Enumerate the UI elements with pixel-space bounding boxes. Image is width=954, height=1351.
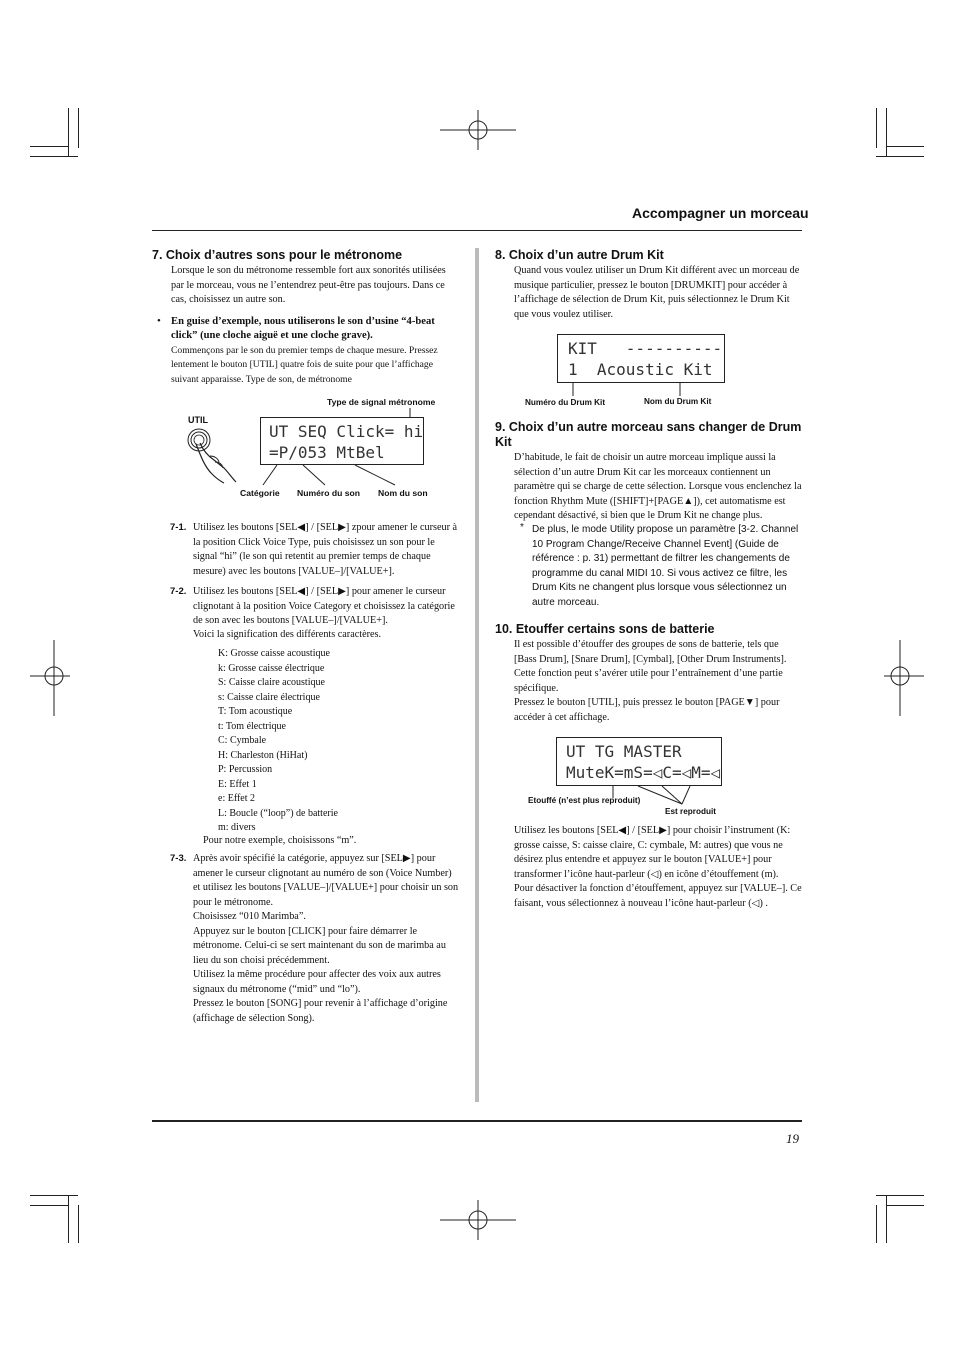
- fig3-lcd: [556, 737, 722, 786]
- category-item: s: Caisse claire électrique: [218, 691, 320, 703]
- crop-mark: [876, 1205, 877, 1243]
- crop-mark: [78, 108, 79, 148]
- section-9-text: D’habitude, le fait de choisir un autre morceau implique aussi la sélection d’un autre Drum Kit car les morceaux contiennent un paramètre qui se charge de cette sélection. Lorsque vous enclenchez la fonction Rhythm Mute ([SHIFT]+[PAGE▲]), cet automatisme est cependant désactivé, si bien que le Drum Kit ne change plus.: [514, 452, 802, 521]
- step-7-2-text: Utilisez les boutons [SEL◀] / [SEL▶] pour amener le curseur clignotant à la position Voice Category et choisissez la catégorie de son avec les boutons [VALUE–]/[VALUE+].: [193, 586, 455, 626]
- step-7-2-note: Voici la signification des différents caractères.: [193, 629, 382, 640]
- registration-mark: [884, 640, 924, 716]
- fig2-lcd-line1: KIT ----------: [568, 339, 723, 358]
- crop-mark: [30, 1195, 78, 1196]
- category-item: K: Grosse caisse acoustique: [218, 648, 330, 659]
- fig2-caption-number: Numéro du Drum Kit: [525, 398, 606, 407]
- fig3-lcd-line1: UT TG MASTER: [566, 742, 682, 761]
- fig1-caption-number: Numéro du son: [297, 488, 361, 498]
- registration-mark: [440, 110, 516, 150]
- category-item: m: divers: [218, 822, 256, 833]
- header-rule: [152, 230, 802, 231]
- fig2-caption-name: Nom du Drum Kit: [644, 397, 712, 406]
- step-7-1-number: 7-1.: [170, 522, 187, 533]
- section-10-text: Il est possible d’étouffer des groupes de sons de batterie, tels que [Bass Drum], [Snare Drum], [Cymbal], [Other Drum Instruments].: [514, 639, 787, 665]
- bullet-mark: •: [157, 314, 161, 327]
- section-10: [495, 622, 803, 725]
- category-item: S: Caisse claire acoustique: [218, 677, 325, 688]
- right-column: [495, 248, 803, 322]
- category-item: C: Cymbale: [218, 735, 267, 746]
- crop-mark: [876, 1195, 924, 1196]
- fig3-caption-muted: Etouffé (n’est plus reproduit): [528, 796, 641, 805]
- section-10-text2: Cette fonction peut s’avérer utile pour l’entraînement d’une partie spécifique.: [514, 668, 783, 694]
- step-7-3-number: 7-3.: [170, 853, 187, 864]
- fig1-caption-category: Catégorie: [240, 488, 280, 498]
- section-10-text3: Pressez le bouton [UTIL], puis pressez le bouton [PAGE▼] pour accéder à cet affichage.: [514, 697, 780, 723]
- step-7-3-other: Utilisez la même procédure pour affecter des voix aux autres signaux du métronome (“mid” und “lo”).: [193, 969, 441, 995]
- section-9-title: 9. Choix d’un autre morceau sans changer de Drum Kit: [495, 420, 802, 449]
- fig1-caption-name: Nom du son: [378, 488, 428, 498]
- section-7-title: 7. Choix d’autres sons pour le métronome: [152, 248, 403, 262]
- section-9: [495, 420, 803, 524]
- page-header-title: Accompagner un morceau: [632, 205, 809, 221]
- crop-mark: [876, 156, 924, 157]
- section-8-title: 8. Choix d’un autre Drum Kit: [495, 248, 664, 262]
- crop-mark: [30, 146, 68, 147]
- bullet-item: [152, 315, 460, 388]
- crop-mark: [68, 1195, 69, 1243]
- bullet-text: Commençons par le son du premier temps de chaque mesure. Pressez lentement le bouton [UTIL] quatre fois de suite pour que l’affichage suivant apparaisse. Type de son, de métronome: [171, 344, 438, 385]
- step-7-3-text: Après avoir spécifié la catégorie, appuyez sur [SEL▶] pour amener le curseur clignotant au numéro de son (Voice Number) et utilisez les boutons [VALUE–]/[VALUE+] pour choisir un son pour le métronome.: [193, 853, 459, 908]
- section-9-note: De plus, le mode Utility propose un paramètre [3-2. Channel 10 Program Change/Receive Channel Event] (Guide de référence : p. 31) permettant de filtrer les changements de programme du canal MIDI 10. Si vous activez ce filtre, les Drum Kits ne changent plus lorsque vous sélectionnez un autre morceau.: [532, 524, 799, 608]
- column-divider: [475, 248, 479, 1102]
- fig1-pointers: [255, 465, 425, 487]
- crop-mark: [886, 1195, 887, 1243]
- fig3-caption-played: Est reproduit: [665, 807, 716, 816]
- fig2-lcd-line2: 1 Acoustic Kit: [568, 360, 713, 379]
- registration-mark: [30, 640, 70, 716]
- category-item: L: Boucle (“loop”) de batterie: [218, 807, 338, 819]
- finger-press-icon: [186, 426, 242, 484]
- step-7-3-block: [193, 852, 459, 1026]
- category-item: T: Tom acoustique: [218, 706, 293, 717]
- bullet-bold-text: En guise d’exemple, nous utiliserons le son d’usine “4-beat click” (une cloche aiguë et une cloche grave).: [171, 315, 435, 341]
- section-8-text: Quand vous voulez utiliser un Drum Kit différent avec un morceau de musique particulier, pressez le bouton [DRUMKIT] pour accéder à l’affichage de sélection de Drum Kit, puis sélectionnez le Drum Kit que vous voulez utiliser.: [514, 265, 800, 320]
- section-7-intro: Lorsque le son du métronome ressemble fort aux sonorités utilisées par le morceau, vous ne l’entendrez peut-être pas toujours. Dans ce cas, choisissez un autre son.: [171, 265, 446, 305]
- section-10-after-text2: Pour désactiver la fonction d’étouffement, appuyez sur [VALUE–]. Ce faisant, vous sélectionnez à nouveau l’icône haut-parleur (◁) .: [514, 883, 802, 909]
- crop-mark: [78, 1205, 79, 1243]
- category-item: P: Percussion: [218, 764, 273, 775]
- crop-mark: [886, 1205, 924, 1206]
- note-asterisk: *: [520, 522, 524, 533]
- step-7-2-number: 7-2.: [170, 586, 187, 597]
- crop-mark: [886, 146, 924, 147]
- fig1-lcd-line1: UT SEQ Click= hi: [269, 422, 424, 441]
- category-item: E: Effet 1: [218, 778, 257, 790]
- category-list: [218, 647, 458, 836]
- step-7-1-text: Utilisez les boutons [SEL◀] / [SEL▶] zpour amener le curseur à la position Click Voice Type, puis choisissez un son pour le signal “hi” (le son qui retentit au premier temps de chaque mesure) avec les boutons [VALUE–]/[VALUE+].: [193, 522, 458, 577]
- fig2-lcd: [557, 334, 725, 383]
- fig2-pointers: [560, 383, 690, 397]
- util-button-label: UTIL: [188, 415, 208, 425]
- crop-mark: [30, 1205, 68, 1206]
- page-number: 19: [786, 1131, 799, 1146]
- section-10-after: [514, 824, 802, 911]
- left-column: [152, 248, 460, 387]
- crop-mark: [30, 156, 78, 157]
- fig1-top-label: Type de signal métronome: [327, 397, 436, 407]
- fig3-lcd-line2: MuteK=mS=◁C=◁M=◁: [566, 763, 721, 782]
- category-item: H: Charleston (HiHat): [218, 749, 308, 761]
- section-10-title: 10. Etouffer certains sons de batterie: [495, 622, 715, 636]
- category-item: k: Grosse caisse électrique: [218, 662, 325, 674]
- step-7-3-choice: Choisissez “010 Marimba”.: [193, 911, 306, 922]
- registration-mark: [440, 1200, 516, 1240]
- step-7-3-song: Pressez le bouton [SONG] pour revenir à l’affichage d’origine (affichage de sélection Song).: [193, 998, 448, 1024]
- footer-rule: [152, 1120, 802, 1122]
- fig1-lcd: [260, 417, 424, 465]
- example-text: Pour notre exemple, choisissons “m”.: [203, 835, 357, 846]
- fig1-lcd-line2: =P/053 MtBel: [269, 443, 385, 462]
- step-7-3-click: Appuyez sur le bouton [CLICK] pour faire démarrer le métronome. Celui-ci se sert maintenant du son de marimba au lieu du son choisi précédemment.: [193, 925, 446, 966]
- section-10-after-text: Utilisez les boutons [SEL◀] / [SEL▶] pour choisir l’instrument (K: grosse caisse, S: caisse claire, C: cymbale, M: autres) que vous ne désirez plus entendre et appuyez sur le bouton [VALUE+] pour transformer l’icône haut-parleur (◁) en icône d’étouffement (m).: [514, 825, 791, 880]
- category-item: t: Tom électrique: [218, 720, 286, 732]
- category-item: e: Effet 2: [218, 793, 256, 804]
- crop-mark: [876, 108, 877, 148]
- crop-mark: [68, 108, 69, 156]
- crop-mark: [886, 108, 887, 156]
